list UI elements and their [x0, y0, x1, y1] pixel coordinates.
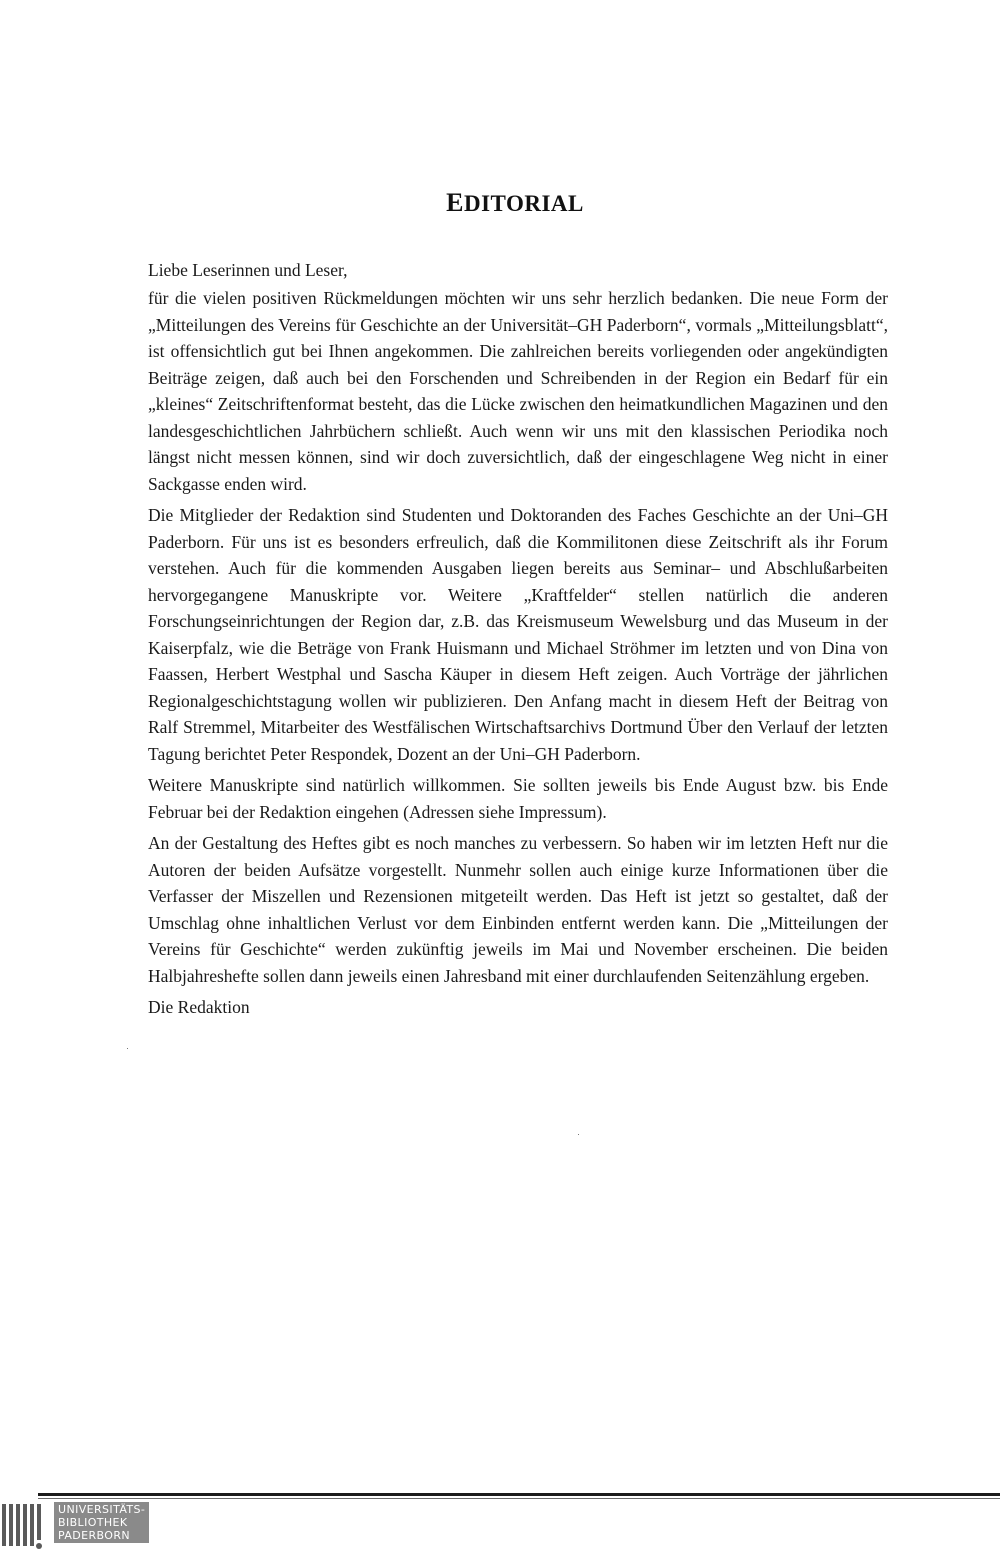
scan-speck: [127, 1048, 128, 1049]
library-logo-text: [54, 1502, 149, 1543]
footer-rule: [38, 1493, 1000, 1496]
editorial-body: [148, 285, 888, 1026]
library-logo-line-3: PADERBORN: [58, 1529, 131, 1542]
salutation: Liebe Leserinnen und Leser,: [148, 260, 348, 280]
library-logo-line-2: BIBLIOTHEK: [58, 1516, 128, 1529]
paragraph-4: An der Gestaltung des Heftes gibt es noch manches zu verbessern. So haben wir im letzten Heft nur die Autoren der beiden Aufsätze vorgestellt. Nunmehr sollen auch einige kurze Informationen über die Verfasser der Miszellen und Rezensionen mitgeteilt werden. Das Heft ist jetzt so gestaltet, daß der Umschlag ohne inhaltlichen Verlust vor dem Einbinden entfernt werden kann. Die „Mitteilungen der Vereins für Geschichte“ werden zukünftig jeweils im Mai und November erscheinen. Die beiden Halbjahreshefte sollen dann jeweils einen Jahresband mit einer durchlaufenden Seitenzählung ergeben.: [148, 833, 888, 986]
scan-speck: [578, 1134, 579, 1135]
library-logo-bars-icon: [0, 1500, 48, 1550]
library-logo-line-1: UNIVERSITÄTS-: [58, 1503, 146, 1516]
signature: Die Redaktion: [148, 997, 250, 1017]
footer-rule-thin: [38, 1498, 1000, 1499]
title-initial: E: [446, 188, 464, 217]
paragraph-3: Weitere Manuskripte sind natürlich willkommen. Sie sollten jeweils bis Ende August bzw. bis Ende Februar bei der Redaktion eingehen (Adressen siehe Impressum).: [148, 775, 888, 822]
library-logo: [0, 1500, 146, 1550]
paragraph-2: Die Mitglieder der Redaktion sind Studenten und Doktoranden des Faches Geschichte an der Uni–GH Paderborn. Für uns ist es besonders erfreulich, daß die Kommilitonen diese Zeitschrift als ihr Forum verstehen. Auch für die kommenden Ausgaben liegen bereits aus Seminar– und Abschlußarbeiten hervorgegangene Manuskripte vor. Weitere „Kraftfelder“ stellen natürlich die anderen Forschungseinrichtungen der Region dar, z.B. das Kreismuseum Wewelsburg und das Museum in der Kaiserpfalz, wie die Beträge von Frank Huismann und Michael Ströhmer im letzten und von Dina von Faassen, Herbert Westphal und Sascha Käuper in diesem Heft zeigen. Auch Vorträge der jährlichen Regionalgeschichtstagung wollen wir publizieren. Den Anfang macht in diesem Heft der Beitrag von Ralf Stremmel, Mitarbeiter des Westfälischen Wirtschaftsarchivs Dortmund Über den Verlauf der letzten Tagung berichtet Peter Respondek, Dozent an der Uni–GH Paderborn.: [148, 505, 888, 764]
paragraph-1: für die vielen positiven Rückmeldungen möchten wir uns sehr herzlich bedanken. Die neue Form der „Mitteilungen des Vereins für Geschichte an der Universität–GH Paderborn“, vormals „Mitteilungsblatt“, ist offensichtlich gut bei Ihnen angekommen. Die zahlreichen bereits vorliegenden oder angekündigten Beiträge zeigen, daß auch bei den Forschenden und Schreibenden in der Region ein Bedarf für ein „kleines“ Zeitschriftenformat besteht, das die Lücke zwischen den heimatkundlichen Magazinen und den landesgeschichtlichen Jahrbüchern schließt. Auch wenn wir uns mit den klassischen Periodika noch längst nicht messen können, sind wir doch zuversichtlich, daß der eingeschlagene Weg nicht in einer Sackgasse enden wird.: [148, 288, 888, 494]
title-rest: DITORIAL: [463, 191, 584, 216]
page-title: [0, 188, 1000, 218]
